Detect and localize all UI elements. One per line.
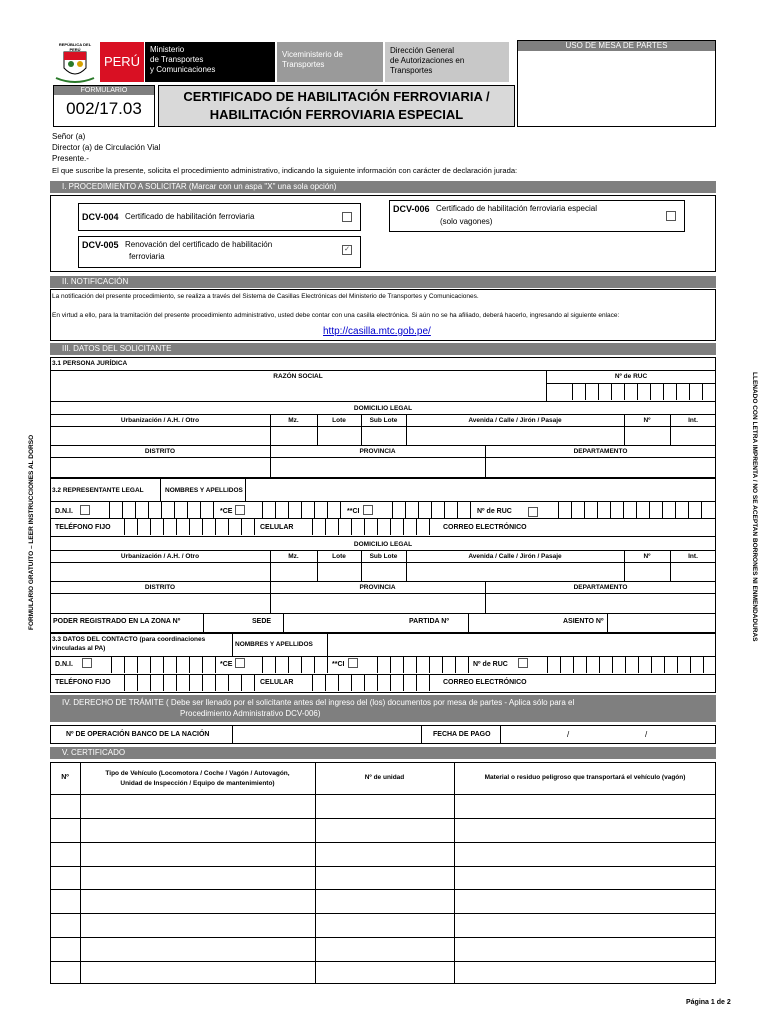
cert-col-unidad: Nº de unidad bbox=[364, 774, 405, 781]
table-row[interactable] bbox=[50, 842, 716, 843]
page-title: CERTIFICADO DE HABILITACIÓN FERROVIARIA / bbox=[183, 89, 490, 104]
option-code: DCV-005 bbox=[82, 240, 119, 250]
provincia-label: PROVINCIA bbox=[359, 448, 396, 455]
certificado-table bbox=[50, 762, 716, 984]
table-row[interactable] bbox=[50, 818, 716, 819]
asiento-label: ASIENTO Nº bbox=[563, 618, 604, 625]
option-label: Renovación del certificado de habilitación bbox=[125, 240, 273, 249]
ruc-cells[interactable] bbox=[560, 384, 703, 400]
numero-label: Nº bbox=[643, 553, 651, 560]
ci-cells[interactable] bbox=[365, 657, 469, 673]
avenida-label: Avenida / Calle / Jirón / Pasaje bbox=[468, 553, 562, 560]
operacion-input[interactable] bbox=[233, 726, 421, 743]
option-dcv006[interactable] bbox=[389, 200, 685, 232]
peru-brand bbox=[100, 42, 144, 82]
nombres-label: NOMBRES Y APELLIDOS bbox=[165, 487, 243, 494]
cert-col-material: Material o residuo peligroso que transportará el vehículo (vagón) bbox=[484, 774, 686, 781]
sede-label: SEDE bbox=[252, 618, 272, 625]
dni-label: D.N.I. bbox=[55, 508, 73, 515]
contacto-label: vinculadas al PA) bbox=[52, 645, 106, 652]
dni-cells[interactable] bbox=[97, 502, 214, 518]
nruc-checkbox[interactable] bbox=[528, 507, 538, 517]
interior-label: Int. bbox=[688, 553, 698, 560]
intro-line: Director (a) de Circulación Vial bbox=[52, 143, 161, 152]
ci-label: **CI bbox=[332, 661, 345, 668]
option-dcv005[interactable] bbox=[78, 236, 361, 268]
intro-line: Presente.- bbox=[52, 154, 89, 163]
partida-label: PARTIDA Nº bbox=[409, 618, 449, 625]
dcv004-checkbox[interactable] bbox=[342, 212, 352, 222]
table-row[interactable] bbox=[50, 937, 716, 938]
ce-checkbox[interactable] bbox=[235, 505, 245, 515]
shield-icon bbox=[52, 48, 98, 84]
nruc-cells[interactable] bbox=[546, 502, 702, 518]
table-row[interactable] bbox=[50, 866, 716, 867]
page-number: Página 1 de 2 bbox=[686, 999, 731, 1006]
title-box bbox=[158, 85, 515, 127]
provincia-label: PROVINCIA bbox=[359, 584, 396, 591]
nruc-cells[interactable] bbox=[535, 657, 704, 673]
cert-col-tipo: Unidad de Inspección / Equipo de mantenimiento) bbox=[120, 780, 275, 787]
urbanizacion-label: Urbanización / A.H. / Otro bbox=[120, 553, 200, 560]
direction-line: Transportes bbox=[390, 66, 433, 75]
dni-cells[interactable] bbox=[99, 657, 216, 673]
mz-label: Mz. bbox=[288, 417, 299, 424]
telefono-cells[interactable] bbox=[112, 675, 255, 691]
nruc-label: Nº de RUC bbox=[473, 661, 508, 668]
ci-cells[interactable] bbox=[380, 502, 471, 518]
domicilio-label: DOMICILIO LEGAL bbox=[353, 405, 413, 412]
ce-cells[interactable] bbox=[250, 502, 341, 518]
ruc-label: Nº de RUC bbox=[614, 373, 648, 380]
section-procedimiento-title: I. PROCEDIMIENTO A SOLICITAR (Marcar con un aspa "X" una sola opción) bbox=[50, 181, 716, 193]
telefono-cells[interactable] bbox=[112, 519, 255, 535]
lote-label: Lote bbox=[332, 417, 346, 424]
seal-logo bbox=[52, 42, 98, 82]
dni-checkbox[interactable] bbox=[82, 658, 92, 668]
numero-label: Nº bbox=[643, 417, 651, 424]
mz-label: Mz. bbox=[288, 553, 299, 560]
country-label: PERÚ bbox=[103, 54, 141, 69]
side-note-right: LLENADO CON LETRA IMPRENTA / NO SE ACEPTAN BORRONES NI ENMENDADURAS bbox=[751, 372, 758, 642]
side-note-left: FORMULARIO GRATUITO – LEER INSTRUCCIONES AL DORSO bbox=[28, 434, 35, 630]
ce-label: *CE bbox=[220, 508, 233, 515]
ci-label: **CI bbox=[347, 508, 360, 515]
section-solicitante-title: III. DATOS DEL SOLICITANTE bbox=[50, 343, 716, 355]
ce-cells[interactable] bbox=[250, 657, 328, 673]
cert-col-tipo: Tipo de Vehículo (Locomotora / Coche / Vagón / Autovagón, bbox=[105, 770, 290, 777]
fecha-separator: / bbox=[567, 730, 570, 739]
derecho-title-line: IV. DERECHO DE TRÁMITE ( Debe ser llenado por el solicitante antes del ingreso del (los) documentos por mesa de partes - Aplica sólo para el bbox=[62, 698, 575, 707]
casilla-link[interactable]: http://casilla.mtc.gob.pe/ bbox=[323, 326, 431, 337]
lote-label: Lote bbox=[332, 553, 346, 560]
vice-ministry-block bbox=[277, 42, 383, 82]
nruc-label: Nº de RUC bbox=[477, 508, 512, 515]
avenida-label: Avenida / Calle / Jirón / Pasaje bbox=[468, 417, 562, 424]
seal-text: REPÚBLICA DEL PERÚ bbox=[58, 42, 92, 52]
option-label: Certificado de habilitación ferroviaria especial bbox=[436, 204, 597, 213]
celular-label: CELULAR bbox=[260, 524, 294, 531]
section-certificado-title: V. CERTIFICADO bbox=[50, 747, 716, 759]
celular-cells[interactable] bbox=[300, 675, 430, 691]
vice-ministry-line: Transportes bbox=[282, 60, 325, 69]
ministry-line: de Transportes bbox=[150, 55, 204, 64]
direction-line: Dirección General bbox=[390, 46, 455, 55]
representante-label: 3.2 REPRESENTANTE LEGAL bbox=[52, 487, 144, 494]
option-dcv004[interactable] bbox=[78, 203, 361, 231]
form-label: FORMULARIO bbox=[54, 86, 154, 95]
cert-col-num: Nº bbox=[61, 774, 69, 781]
poder-label: PODER REGISTRADO EN LA ZONA Nº bbox=[53, 618, 181, 625]
ce-checkbox[interactable] bbox=[235, 658, 245, 668]
distrito-label: DISTRITO bbox=[144, 584, 176, 591]
mesa-partes-box[interactable] bbox=[517, 40, 716, 127]
fecha-label: FECHA DE PAGO bbox=[433, 731, 491, 738]
razon-social-label: RAZÓN SOCIAL bbox=[273, 373, 323, 380]
intro-line: Señor (a) bbox=[52, 132, 86, 141]
celular-label: CELULAR bbox=[260, 679, 294, 686]
ci-checkbox[interactable] bbox=[348, 658, 358, 668]
page-subtitle: HABILITACIÓN FERROVIARIA ESPECIAL bbox=[209, 107, 464, 122]
ce-label: *CE bbox=[220, 661, 233, 668]
telefono-label: TELÉFONO FIJO bbox=[55, 524, 111, 531]
option-code: DCV-004 bbox=[82, 212, 119, 222]
ministry-block bbox=[145, 42, 275, 82]
form-number-box bbox=[53, 85, 155, 127]
persona-juridica-label: 3.1 PERSONA JURÍDICA bbox=[52, 360, 128, 367]
section-notificacion-title: II. NOTIFICACIÓN bbox=[50, 276, 716, 288]
domicilio-label: DOMICILIO LEGAL bbox=[353, 541, 413, 548]
nruc-checkbox[interactable] bbox=[518, 658, 528, 668]
dni-label: D.N.I. bbox=[55, 661, 73, 668]
notificacion-text: En virtud a ello, para la tramitación del presente procedimiento administrativo, usted debe contar con una casilla electrónica. Si aún no se ha afiliado, deberá hacerlo, ingresando al siguiente enlace: bbox=[52, 312, 620, 319]
mesa-partes-label: USO DE MESA DE PARTES bbox=[518, 41, 715, 51]
interior-label: Int. bbox=[688, 417, 698, 424]
departamento-label: DEPARTAMENTO bbox=[573, 584, 628, 591]
fecha-separator: / bbox=[645, 730, 648, 739]
table-row[interactable] bbox=[50, 889, 716, 890]
dcv006-checkbox[interactable] bbox=[666, 211, 676, 221]
option-label: Certificado de habilitación ferroviaria bbox=[125, 212, 255, 221]
option-label: ferroviaria bbox=[129, 252, 165, 261]
option-label: (solo vagones) bbox=[440, 217, 493, 226]
table-row[interactable] bbox=[50, 961, 716, 962]
form-number: 002/17.03 bbox=[66, 99, 142, 118]
telefono-label: TELÉFONO FIJO bbox=[55, 679, 111, 686]
dni-checkbox[interactable] bbox=[80, 505, 90, 515]
ministry-line: Ministerio bbox=[150, 45, 185, 54]
celular-cells[interactable] bbox=[300, 519, 430, 535]
option-code: DCV-006 bbox=[393, 204, 430, 214]
ci-checkbox[interactable] bbox=[363, 505, 373, 515]
direction-block bbox=[385, 42, 509, 82]
razon-social-input[interactable] bbox=[51, 384, 545, 401]
ministry-line: y Comunicaciones bbox=[150, 65, 216, 74]
dcv005-checkbox[interactable]: ✓ bbox=[342, 245, 352, 255]
urbanizacion-label: Urbanización / A.H. / Otro bbox=[120, 417, 200, 424]
correo-label: CORREO ELECTRÓNICO bbox=[443, 679, 527, 686]
notificacion-text: La notificación del presente procedimiento, se realiza a través del Sistema de Casillas Electrónicas del Ministerio de Transportes y Comunicaciones. bbox=[52, 293, 479, 300]
direction-line: de Autorizaciones en bbox=[390, 56, 465, 65]
section-derecho-title bbox=[50, 695, 716, 722]
intro-line: El que suscribe la presente, solicita el procedimiento administrativo, indicando la siguiente información con carácter de declaración jurada: bbox=[52, 166, 518, 175]
operacion-label: Nº DE OPERACIÓN BANCO DE LA NACIÓN bbox=[66, 731, 210, 738]
nombres-label: NOMBRES Y APELLIDOS bbox=[235, 641, 313, 648]
sublote-label: Sub Lote bbox=[369, 553, 398, 560]
table-row[interactable] bbox=[50, 913, 716, 914]
derecho-title-line: Procedimiento Administrativo DCV-006) bbox=[180, 709, 321, 718]
departamento-label: DEPARTAMENTO bbox=[573, 448, 628, 455]
vice-ministry-line: Viceministerio de bbox=[282, 50, 343, 59]
contacto-label: 3.3 DATOS DEL CONTACTO (para coordinaciones bbox=[52, 636, 206, 643]
correo-label: CORREO ELECTRÓNICO bbox=[443, 524, 527, 531]
distrito-label: DISTRITO bbox=[144, 448, 176, 455]
sublote-label: Sub Lote bbox=[369, 417, 398, 424]
